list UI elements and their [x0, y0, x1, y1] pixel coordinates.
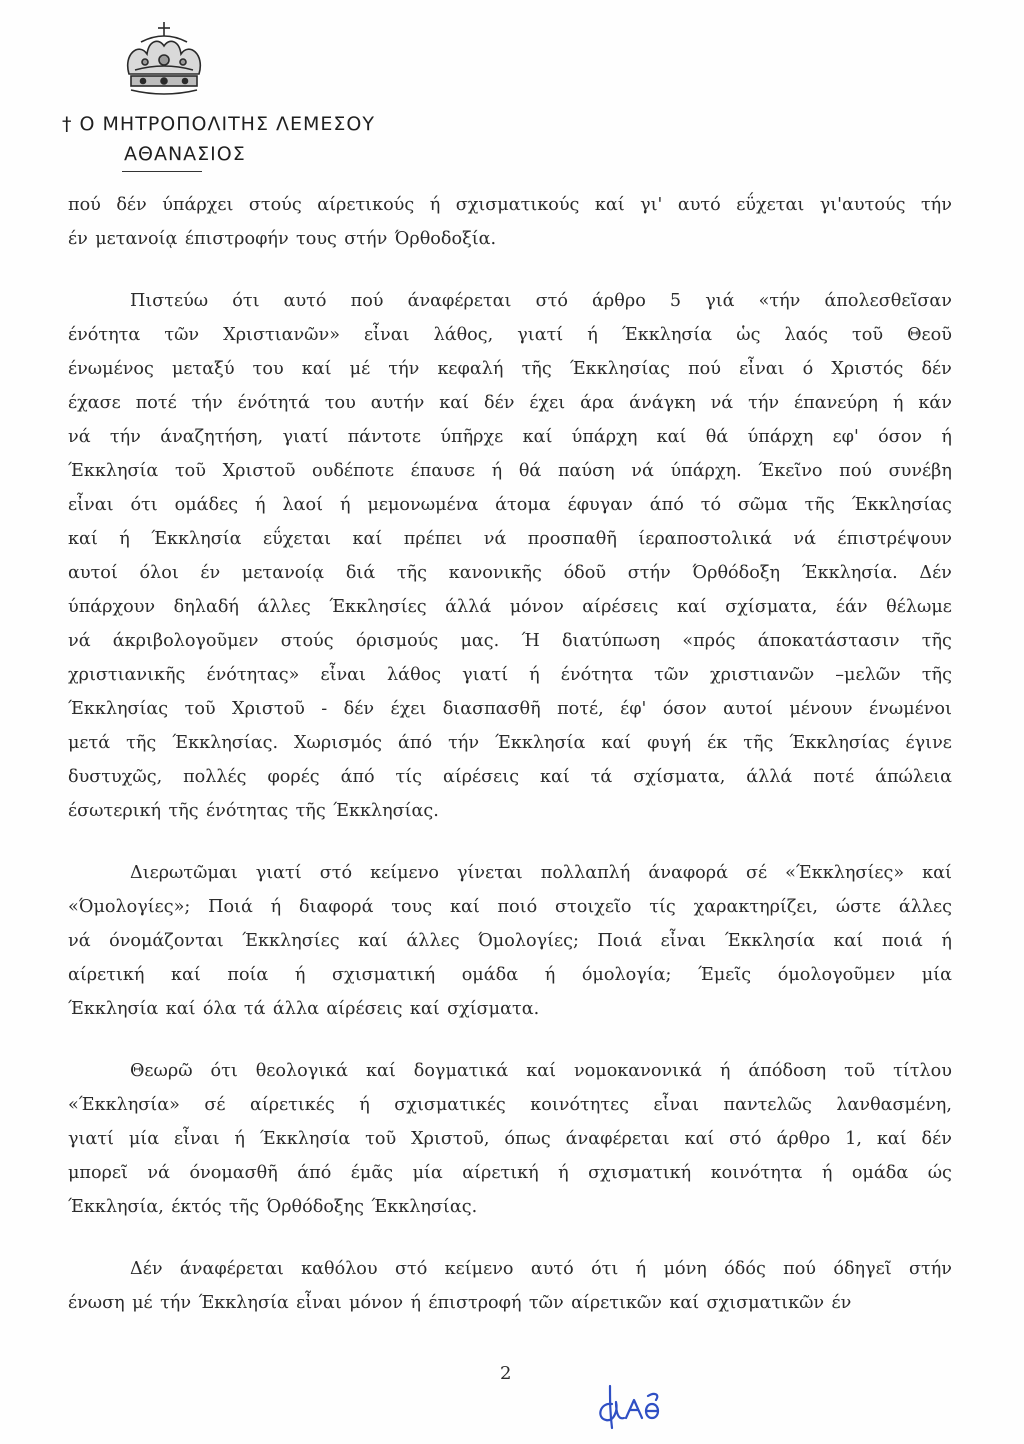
text-line: καί ή Έκκλησία εΰχεται καί πρέπει νά προσπαθῆ ίεραποστολικά νά έπιστρέψουν — [68, 529, 952, 549]
text-line: «Όμολογίες»; Ποιά ή διαφορά τους καί ποιό στοιχεῖο τίς χαρακτηρίζει, ώστε άλλες — [68, 897, 952, 917]
text-line: Πιστεύω ότι αυτό πού άναφέρεται στό άρθρο 5 γιά «τήν άπολεσθεῖσαν — [130, 291, 952, 311]
text-line: ένωση μέ τήν Έκκλησία εἶναι μόνον ή έπιστροφή τῶν αίρετικῶν καί σχισματικῶν έν — [68, 1293, 852, 1313]
paragraph — [68, 188, 952, 256]
text-line: Έκκλησία τοῦ Χριστοῦ ουδέποτε έπαυσε ή θά παύση νά ύπάρχη. Έκεῖνο πού συνέβη — [68, 461, 952, 481]
text-line: ύπάρχουν δηλαδή άλλες Έκκλησίες άλλά μόνον αίρέσεις καί σχίσματα, έάν θέλωμε — [68, 597, 952, 617]
paragraph — [68, 1252, 952, 1320]
text-line: έχασε ποτέ τήν ένότητά του αυτήν καί δέν έχει άρα άνάγκη νά τήν έπανεύρη ή κάν — [68, 393, 952, 413]
text-line: αίρετική καί ποία ή σχισματική ομάδα ή όμολογία; Έμεῖς όμολογοῦμεν μία — [68, 965, 952, 985]
letterhead-title: † Ο ΜΗΤΡΟΠΟΛΙΤΗΣ ΛΕΜΕΣΟΥ — [62, 113, 375, 135]
text-line: μετά τῆς Έκκλησίας. Χωρισμός άπό τήν Έκκλησία καί φυγή έκ τῆς Έκκλησίας έγινε — [68, 733, 952, 753]
text-line: Δέν άναφέρεται καθόλου στό κείμενο αυτό ότι ή μόνη όδός πού όδηγεῖ στήν — [130, 1259, 952, 1279]
text-line: ένωμένος μεταξύ του καί μέ τήν κεφαλή τῆς Έκκλησίας πού εἶναι ό Χριστός δέν — [68, 359, 952, 379]
text-line: Έκκλησία, έκτός τῆς Όρθόδοξης Έκκλησίας. — [68, 1197, 478, 1217]
paragraph-gap — [68, 256, 952, 284]
text-line: ένότητα τῶν Χριστιανῶν» εἶναι λάθος, γιατί ή Έκκλησία ὡς λαός τοῦ Θεοῦ — [68, 325, 952, 345]
paragraph-gap — [68, 1026, 952, 1054]
text-line: Θεωρῶ ότι θεολογικά καί δογματικά καί νομοκανονικά ή άπόδοση τοῦ τίτλου — [130, 1061, 952, 1081]
text-line: έσωτερική τῆς ένότητας τῆς Έκκλησίας. — [68, 801, 439, 821]
crown-emblem — [109, 20, 219, 112]
handwritten-signature — [590, 1382, 680, 1432]
text-line: πού δέν ύπάρχει στούς αίρετικούς ή σχισματικούς καί γι' αυτό εΰχεται γι'αυτούς τήν — [68, 195, 952, 215]
text-line: αυτοί όλοι έν μετανοίᾳ διά τῆς κανονικῆς όδοῦ στήν Όρθόδοξη Έκκλησία. Δέν — [68, 563, 952, 583]
paragraph — [68, 1054, 952, 1224]
paragraph-gap — [68, 1224, 952, 1252]
text-line: νά τήν άναζητήση, γιατί πάντοτε ύπῆρχε καί ύπάρχη καί θά ύπάρχη εφ' όσον ή — [68, 427, 952, 447]
paragraph — [68, 856, 952, 1026]
letterhead-underline — [122, 171, 202, 172]
text-line: νά όνομάζονται Έκκλησίες καί άλλες Όμολογίες; Ποιά εἶναι Έκκλησία καί ποιά ή — [68, 931, 952, 951]
text-line: εἶναι ότι ομάδες ή λαοί ή μεμονωμένα άτομα έφυγαν άπό τό σῶμα τῆς Έκκλησίας — [68, 495, 952, 515]
page-number: 2 — [500, 1363, 512, 1384]
text-line: Διερωτῶμαι γιατί στό κείμενο γίνεται πολλαπλή άναφορά σέ «Έκκλησίες» καί — [130, 863, 952, 883]
text-line: νά άκριβολογοῦμεν στούς όρισμούς μας. Ή διατύπωση «πρός άποκατάστασιν τῆς — [68, 631, 952, 651]
text-line: μπορεῖ νά όνομασθῆ άπό έμᾶς μία αίρετική ή σχισματική κοινότητα ή ομάδα ώς — [68, 1163, 952, 1183]
text-line: Έκκλησία καί όλα τά άλλα αίρέσεις καί σχίσματα. — [68, 999, 540, 1019]
text-line: χριστιανικῆς ένότητας» εἶναι λάθος γιατί ή ένότητα τῶν χριστιανῶν –μελῶν τῆς — [68, 665, 952, 685]
text-line: γιατί μία εἶναι ή Έκκλησία τοῦ Χριστοῦ, όπως άναφέρεται καί στό άρθρο 1, καί δέν — [68, 1129, 952, 1149]
paragraph — [68, 284, 952, 828]
text-line: έν μετανοίᾳ έπιστροφήν τους στήν Όρθοδοξία. — [68, 229, 497, 249]
letterhead-name: ΑΘΑΝΑΣΙΟΣ — [124, 143, 246, 165]
text-line: δυστυχῶς, πολλές φορές άπό τίς αίρέσεις καί τά σχίσματα, άλλά ποτέ άπώλεια — [68, 767, 952, 787]
text-line: Έκκλησίας τοῦ Χριστοῦ - δέν έχει διασπασθῆ ποτέ, έφ' όσον αυτοί μένουν ένωμένοι — [68, 699, 952, 719]
text-line: «Έκκλησία» σέ αίρετικές ή σχισματικές κοινότητες εἶναι παντελῶς λανθασμένη, — [68, 1095, 952, 1115]
letter-body — [68, 188, 952, 1320]
paragraph-gap — [68, 828, 952, 856]
